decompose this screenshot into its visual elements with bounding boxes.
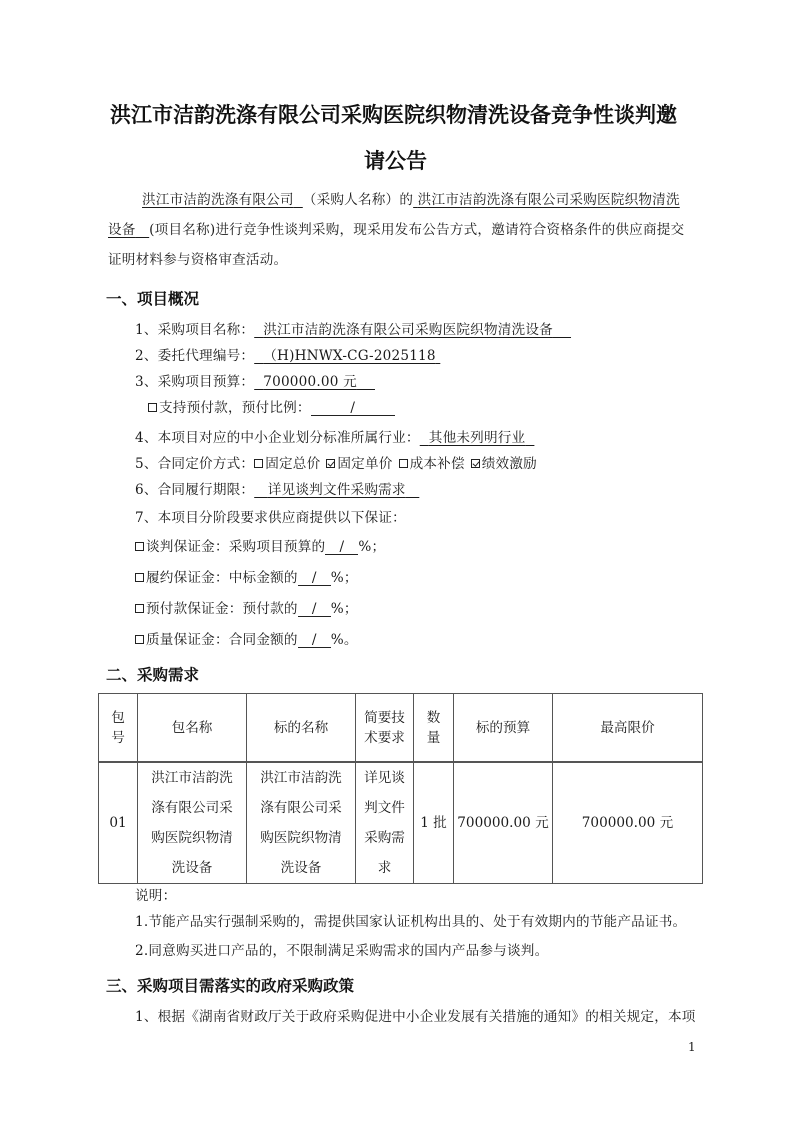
pricing-option-label: 绩效激励 (481, 456, 537, 472)
prepay-row (148, 396, 395, 416)
section3-item1: 1、根据《湖南省财政厅关于政府采购促进中小企业发展有关措施的通知》的相关规定，本项 (135, 1009, 696, 1025)
page-number: 1 (688, 1040, 696, 1054)
item6-contract-period (135, 478, 419, 498)
project-name-part2: 设备 (108, 222, 136, 238)
item1-project-name (135, 318, 571, 338)
guarantee-prepayment (135, 597, 358, 617)
guarantee-prepayment-label: 预付款保证金：预付款的 (146, 601, 298, 617)
note-2: 2.同意购买进口产品的，不限制满足采购需求的国内产品参与谈判。 (135, 943, 549, 959)
header-package-name: 包名称 (138, 694, 247, 763)
guarantee-quality-suffix: %。 (330, 632, 358, 648)
section1-heading: 一、项目概况 (106, 290, 200, 308)
item3-label: 3、采购项目预算： (135, 374, 255, 390)
header-quantity: 数 量 (414, 694, 454, 763)
guarantee-quality-value: / (311, 632, 317, 648)
item6-value: 详见谈判文件采购需求 (267, 482, 406, 498)
guarantee-performance-suffix: %； (330, 570, 358, 586)
header-item-name: 标的名称 (247, 694, 356, 763)
pricing-option[interactable] (471, 456, 537, 472)
cell-quantity: 1 批 (414, 762, 454, 884)
guarantee-prepayment-blank[interactable] (298, 602, 331, 617)
guarantee-quality-label: 质量保证金：合同金额的 (146, 632, 298, 648)
guarantee-bid-label: 谈判保证金：采购项目预算的 (146, 539, 326, 555)
intro-line2 (108, 218, 684, 238)
guarantee-performance-value: / (311, 570, 317, 586)
item4-label: 4、本项目对应的中小企业划分标准所属行业： (135, 430, 420, 446)
project-name-part1: 洪江市洁韵洗涤有限公司采购医院织物清洗 (417, 192, 680, 208)
document-title-line2: 请公告 (364, 149, 427, 173)
item2-value: （H)HNWX-CG-2025118 (263, 348, 436, 364)
item1-value: 洪江市洁韵洗涤有限公司采购医院织物清洗设备 (263, 322, 553, 338)
procurement-requirements-table (98, 693, 703, 884)
item5-label: 5、合同定价方式： (135, 456, 255, 472)
guarantee-performance-label: 履约保证金：中标金额的 (146, 570, 298, 586)
cell-package-no: 01 (99, 762, 138, 884)
item1-label: 1、采购项目名称： (135, 322, 255, 338)
header-tech-requirements: 简要技 术要求 (356, 694, 414, 763)
document-title-line1: 洪江市洁韵洗涤有限公司采购医院织物清洗设备竞争性谈判邀 (110, 103, 677, 127)
item4-value: 其他未列明行业 (428, 430, 526, 446)
cell-package-name: 洪江市洁韵洗 涤有限公司采 购医院织物清 洗设备 (138, 762, 247, 884)
cell-item-budget: 700000.00 元 (454, 762, 553, 884)
item5-pricing-method (135, 452, 537, 472)
checked-checkbox-icon[interactable] (471, 459, 480, 468)
prepay-label: 支持预付款，预付比例： (159, 400, 311, 416)
guarantee-performance (135, 566, 358, 586)
item2-agency-code (135, 344, 440, 364)
guarantee-prepayment-value: / (311, 601, 317, 617)
checked-checkbox-icon[interactable] (326, 459, 335, 468)
guarantee-quality-checkbox[interactable] (135, 635, 144, 644)
guarantee-performance-checkbox[interactable] (135, 573, 144, 582)
guarantee-quality-blank[interactable] (298, 633, 331, 648)
guarantee-bid-value: / (339, 539, 345, 555)
checkbox-icon[interactable] (399, 459, 408, 468)
purchaser-name: 洪江市洁韵洗涤有限公司 (142, 192, 294, 208)
pricing-option[interactable] (254, 456, 320, 472)
pricing-option[interactable] (326, 456, 392, 472)
item7-guarantees: 7、本项目分阶段要求供应商提供以下保证： (135, 510, 406, 526)
prepay-ratio-blank[interactable] (311, 401, 395, 416)
intro-line2-text: (项目名称)进行竞争性谈判采购，现采用发布公告方式，邀请符合资格条件的供应商提交 (149, 222, 685, 238)
prepay-ratio-value: / (350, 400, 356, 416)
section2-heading: 二、采购需求 (106, 666, 200, 684)
table-header-row (99, 694, 703, 763)
intro-line1 (142, 188, 680, 208)
guarantee-bid-suffix: %； (358, 539, 386, 555)
notes-label: 说明： (135, 888, 177, 904)
note-1: 1.节能产品实行强制采购的，需提供国家认证机构出具的、处于有效期内的节能产品证书。 (135, 914, 687, 930)
cell-tech-requirements: 详见谈 判文件 采购需 求 (356, 762, 414, 884)
guarantee-bid-blank[interactable] (325, 540, 358, 555)
cell-item-name: 洪江市洁韵洗 涤有限公司采 购医院织物清 洗设备 (247, 762, 356, 884)
cell-max-price: 700000.00 元 (553, 762, 703, 884)
header-max-price: 最高限价 (553, 694, 703, 763)
intro-line3: 证明材料参与资格审查活动。 (108, 252, 288, 268)
guarantee-quality (135, 628, 358, 648)
guarantee-prepayment-checkbox[interactable] (135, 604, 144, 613)
item4-industry (135, 426, 534, 446)
guarantee-performance-blank[interactable] (298, 571, 331, 586)
header-package-no: 包 号 (99, 694, 138, 763)
item6-label: 6、合同履行期限： (135, 482, 255, 498)
pricing-option[interactable] (399, 456, 465, 472)
guarantee-prepayment-suffix: %； (330, 601, 358, 617)
table-row (99, 762, 703, 884)
item2-label: 2、委托代理编号： (135, 348, 255, 364)
checkbox-icon[interactable] (254, 459, 263, 468)
purchaser-label: （采购人名称）的 (302, 192, 414, 208)
pricing-option-label: 固定总价 (265, 456, 321, 472)
pricing-option-label: 成本补偿 (409, 456, 465, 472)
guarantee-bid-checkbox[interactable] (135, 542, 144, 551)
item3-budget (135, 370, 375, 390)
pricing-option-label: 固定单价 (337, 456, 393, 472)
header-item-budget: 标的预算 (454, 694, 553, 763)
section3-heading: 三、采购项目需落实的政府采购政策 (106, 977, 355, 995)
guarantee-bid (135, 535, 385, 555)
item3-value: 700000.00 元 (263, 374, 357, 390)
prepay-checkbox[interactable] (148, 403, 157, 412)
